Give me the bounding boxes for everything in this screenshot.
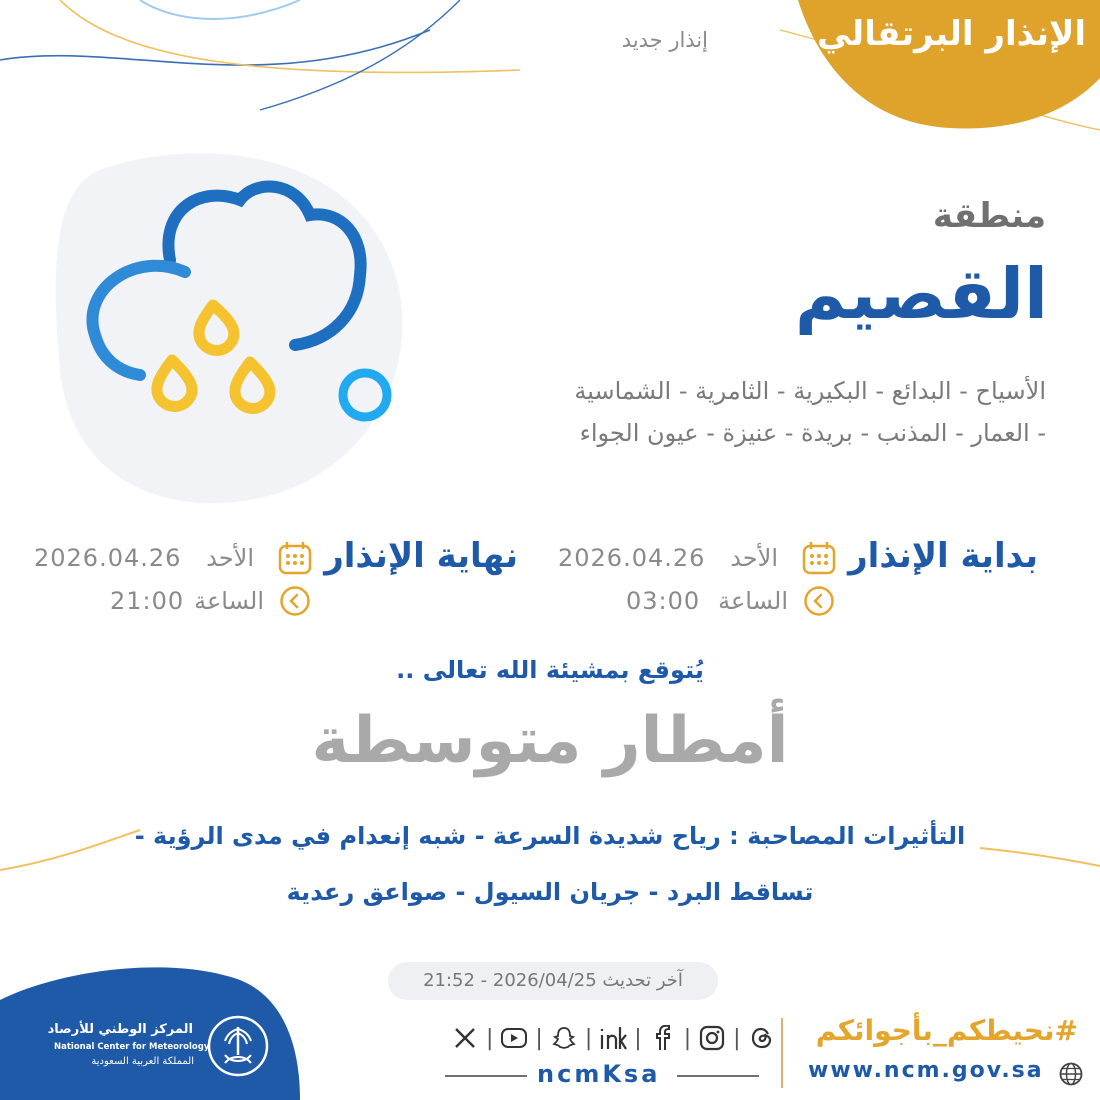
facebook-icon[interactable] (648, 1023, 678, 1053)
effects-line-1: التأثيرات المصاحبة : رياح شديدة السرعة - شبه إنعدام في مدى الرؤية - (134, 822, 966, 850)
end-title: نهاية الإنذار (324, 536, 518, 576)
clock-icon (803, 585, 835, 617)
end-day: الأحد (206, 544, 254, 572)
end-time: 21:00 (110, 587, 185, 615)
last-update: آخر تحديث 2026/04/25 - 21:52 (388, 962, 718, 1000)
globe-icon (1058, 1061, 1084, 1087)
region-label: منطقة (932, 196, 1046, 236)
region-name: القصيم (794, 253, 1048, 335)
forecast-intro: يُتوقع بمشيئة الله تعالى .. (396, 656, 704, 684)
governorates-line-2: - العمار - المذنب - بريدة - عنيزة - عيون الجواء (579, 419, 1046, 447)
start-date: 2026.04.26 (558, 544, 706, 572)
org-name-ar: المركز الوطني للأرصاد (47, 1022, 193, 1037)
start-time: 03:00 (626, 587, 701, 615)
snapchat-icon[interactable] (549, 1023, 579, 1053)
start-day: الأحد (730, 544, 778, 572)
effects-line-2: تساقط البرد - جريان السيول - صواعق رعدية (286, 878, 814, 906)
org-name-en: National Center for Meteorology (54, 1042, 210, 1052)
rain-cloud-icon (40, 140, 440, 520)
ncm-emblem-icon (207, 1015, 269, 1077)
social-handle[interactable]: ncmKsa (537, 1060, 661, 1088)
end-date: 2026.04.26 (34, 544, 182, 572)
clock-icon (279, 585, 311, 617)
calendar-icon (802, 541, 836, 575)
hashtag: #نحيطكم_بأجوائكم (815, 1014, 1078, 1047)
separator: | (486, 1025, 494, 1051)
calendar-icon (278, 541, 312, 575)
website-link[interactable]: www.ncm.gov.sa (808, 1058, 1044, 1083)
youtube-icon[interactable] (499, 1023, 529, 1053)
separator: | (634, 1025, 642, 1051)
org-country: المملكة العربية السعودية (91, 1056, 194, 1067)
warning-level-title: الإنذار البرتقالي (816, 14, 1086, 54)
forecast-headline: أمطار متوسطة (311, 704, 789, 778)
footer-divider (781, 1018, 783, 1088)
threads-icon[interactable] (747, 1023, 777, 1053)
x-icon[interactable] (450, 1023, 480, 1053)
governorates-line-1: الأسياح - البدائع - البكيرية - الثامرية - الشماسية (574, 377, 1046, 405)
instagram-icon[interactable] (697, 1023, 727, 1053)
alert-status: إنذار جديد (621, 28, 708, 52)
separator: | (683, 1025, 692, 1051)
separator: | (733, 1025, 741, 1051)
start-title: بداية الإنذار (848, 536, 1038, 576)
separator: | (584, 1025, 593, 1051)
linkedin-icon[interactable] (598, 1023, 628, 1053)
governorates-list (506, 370, 1046, 454)
start-time-label: الساعة (718, 587, 788, 615)
separator: | (535, 1025, 543, 1051)
end-time-label: الساعة (194, 587, 264, 615)
social-links (450, 1018, 777, 1058)
